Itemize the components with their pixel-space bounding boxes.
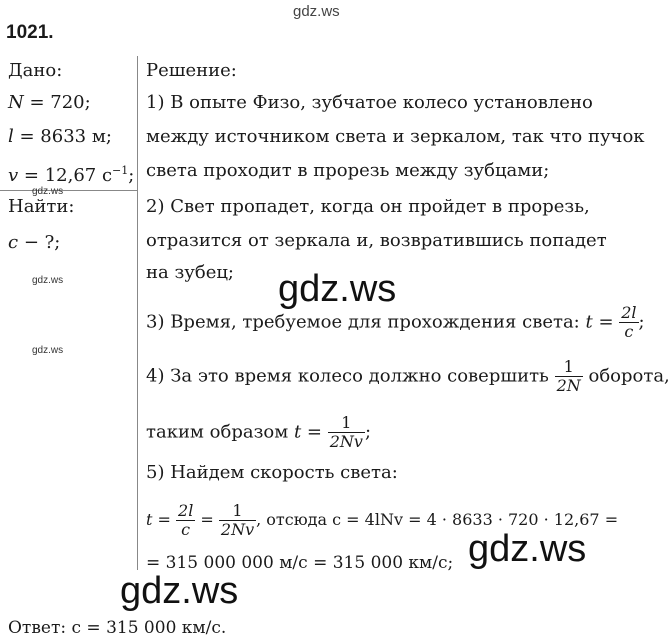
column-divider	[137, 56, 138, 570]
watermark-big-1: gdz.ws	[278, 268, 397, 310]
find-c: c − ?;	[8, 232, 61, 253]
given-l: l = 8633 м;	[8, 126, 112, 147]
fraction-2l-c: $\frac{2l}{c}$	[621, 303, 637, 341]
find-header: Найти:	[8, 196, 75, 217]
solution-line-3: света проходит в прорезь между зубцами;	[146, 160, 550, 181]
watermark-big-3: gdz.ws	[120, 570, 239, 612]
solution-header: Решение:	[146, 60, 237, 81]
problem-number: 1021.	[6, 22, 54, 43]
watermark-big-2: gdz.ws	[468, 528, 587, 570]
solution-line-7: 3) Время, требуемое для прохождения света: t = $\frac{2l}{c}$ ;	[146, 303, 645, 341]
given-find-divider	[0, 190, 138, 191]
given-n: N = 720;	[8, 92, 91, 113]
solution-line-12: = 315 000 000 м/с = 315 000 км/с;	[146, 553, 454, 573]
solution-line-1: 1) В опыте Физо, зубчатое колесо установлено	[146, 92, 593, 113]
fraction-1-2N: $\frac{1}{2N}$	[556, 357, 581, 395]
fraction-1-2Nv: $\frac{1}{2Nv}$	[329, 413, 363, 451]
given-header: Дано:	[8, 60, 63, 81]
solution-line-10: 5) Найдем скорость света:	[146, 462, 398, 483]
watermark-small-2: gdz.ws	[32, 275, 64, 286]
fraction-2l-c-2: $\frac{2l}{c}$	[178, 501, 194, 539]
answer-line: Ответ: c = 315 000 км/с.	[8, 618, 227, 638]
watermark-small-3: gdz.ws	[32, 345, 64, 356]
solution-line-5: отразится от зеркала и, возвратившись попадет	[146, 230, 607, 251]
solution-line-6: на зубец;	[146, 262, 234, 283]
solution-line-9: таким образом t = $\frac{1}{2Nv}$ ;	[146, 413, 372, 451]
given-v: v = 12,67 $с^{-1}$;	[8, 164, 135, 186]
solution-line-2: между источником света и зеркалом, так что пучок	[146, 126, 645, 147]
watermark-small-1: gdz.ws	[32, 186, 64, 197]
watermark-top: gdz.ws	[293, 3, 340, 20]
solution-line-11: t = $\frac{2l}{c}$ = $\frac{1}{2Nv}$ , отсюда c = 4lNv = 4 · 8633 · 720 · 12,67 =	[146, 501, 619, 539]
solution-line-8: 4) За это время колесо должно совершить $\frac{1}{2N}$ оборота,	[146, 357, 670, 395]
fraction-1-2Nv-2: $\frac{1}{2Nv}$	[220, 501, 255, 539]
solution-line-4: 2) Свет пропадет, когда он пройдет в прорезь,	[146, 196, 590, 217]
